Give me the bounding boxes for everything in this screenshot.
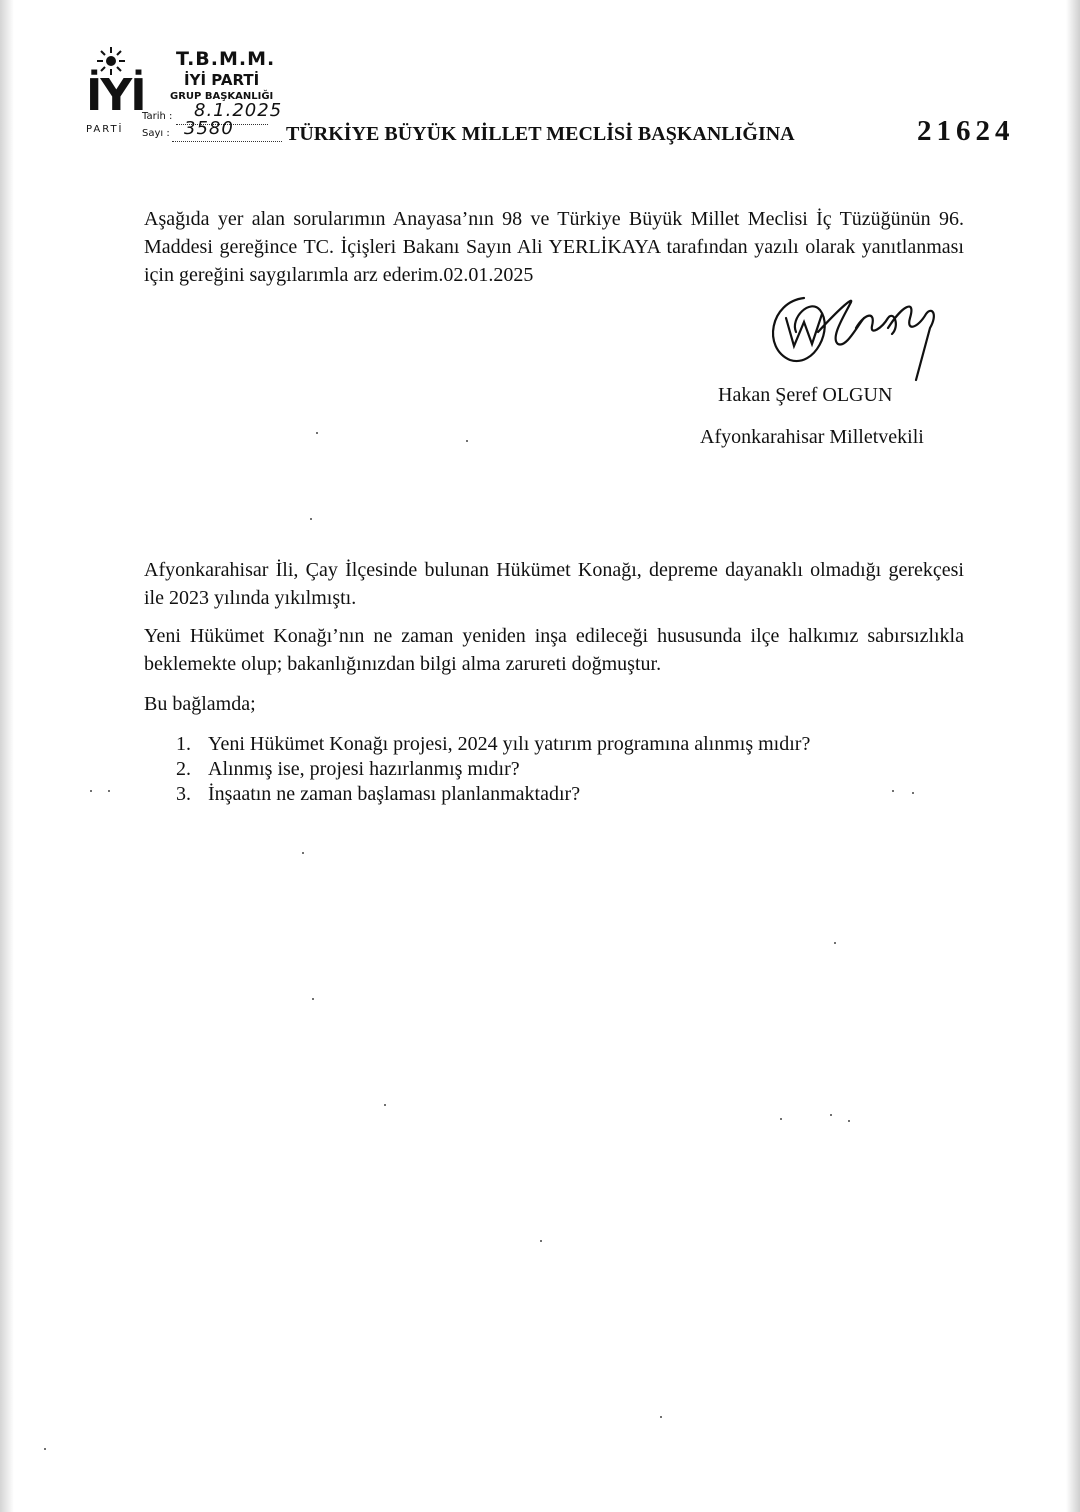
party-stamp bbox=[84, 44, 294, 144]
scan-speck bbox=[834, 942, 836, 944]
scan-speck bbox=[108, 790, 110, 792]
question-text: Yeni Hükümet Konağı projesi, 2024 yılı yatırım programına alınmış mıdır? bbox=[208, 733, 811, 755]
question-text: İnşaatın ne zaman başlaması planlanmaktadır? bbox=[208, 783, 581, 805]
signer-name: Hakan Şeref OLGUN bbox=[718, 384, 893, 406]
question-number: 3. bbox=[176, 783, 191, 805]
scan-speck bbox=[892, 790, 894, 792]
stamp-group: GRUP BAŞKANLIĞI bbox=[170, 91, 274, 102]
scan-speck bbox=[540, 1240, 542, 1242]
list-item bbox=[176, 732, 936, 757]
stamp-number-value: 3580 bbox=[184, 118, 234, 139]
scan-speck bbox=[384, 1104, 386, 1106]
scan-speck bbox=[466, 440, 468, 442]
question-number: 1. bbox=[176, 733, 191, 755]
scan-speck bbox=[90, 790, 92, 792]
scan-speck bbox=[310, 518, 312, 520]
addressee-heading: TÜRKİYE BÜYÜK MİLLET MECLİSİ BAŞKANLIĞINA bbox=[286, 123, 795, 145]
stamp-tbmm: T.B.M.M. bbox=[176, 48, 276, 70]
logo-subtitle: PARTİ bbox=[86, 124, 124, 135]
question-number: 2. bbox=[176, 758, 191, 780]
list-item bbox=[176, 757, 936, 782]
scan-shadow-right bbox=[1066, 0, 1080, 1512]
question-text: Alınmış ise, projesi hazırlanmış mıdır? bbox=[208, 758, 520, 780]
body-paragraph-3: Bu bağlamda; bbox=[144, 693, 256, 715]
list-item bbox=[176, 782, 936, 807]
number-dotted-line bbox=[172, 141, 282, 142]
handwritten-signature bbox=[760, 288, 950, 386]
scan-speck bbox=[44, 1448, 46, 1450]
scan-speck bbox=[830, 1114, 832, 1116]
scan-speck bbox=[660, 1416, 662, 1418]
body-paragraph-1: Afyonkarahisar İli, Çay İlçesinde bulunan Hükümet Konağı, depreme dayanaklı olmadığı gerekçesi ile 2023 yılında yıkılmıştı. bbox=[144, 559, 964, 609]
logo-wordmark: İYİ bbox=[86, 70, 145, 121]
scan-speck bbox=[316, 432, 318, 434]
stamp-party: İYİ PARTİ bbox=[184, 71, 260, 89]
scan-shadow-left bbox=[0, 0, 14, 1512]
scan-speck bbox=[912, 792, 914, 794]
scan-speck bbox=[302, 852, 304, 854]
scan-speck bbox=[780, 1118, 782, 1120]
body-paragraph-2: Yeni Hükümet Konağı’nın ne zaman yeniden inşa edileceği hususunda ilçe halkımız sabırsızlıkla beklemekte olup; bakanlığınızdan bilgi alma zarureti doğmuştur. bbox=[144, 625, 964, 675]
intro-paragraph: Aşağıda yer alan sorularımın Anayasa’nın 98 ve Türkiye Büyük Millet Meclisi İç Tüzüğünün 96. Maddesi gereğince TC. İçişleri Bakanı Sayın Ali YERLİKAYA tarafından yazılı olarak yanıtlanması için gereğini saygılarımla arz ederim.02.01.2025 bbox=[144, 208, 964, 286]
document-number: 21624 bbox=[917, 115, 1015, 147]
scan-speck bbox=[848, 1120, 850, 1122]
signer-title: Afyonkarahisar Milletvekili bbox=[700, 426, 924, 448]
stamp-date-value: 8.1.2025 bbox=[194, 100, 283, 121]
stamp-number-label: Sayı : bbox=[142, 128, 170, 139]
question-list bbox=[176, 732, 936, 807]
scan-speck bbox=[312, 998, 314, 1000]
stamp-date-label: Tarih : bbox=[142, 111, 173, 122]
iyi-parti-logo bbox=[84, 44, 145, 144]
